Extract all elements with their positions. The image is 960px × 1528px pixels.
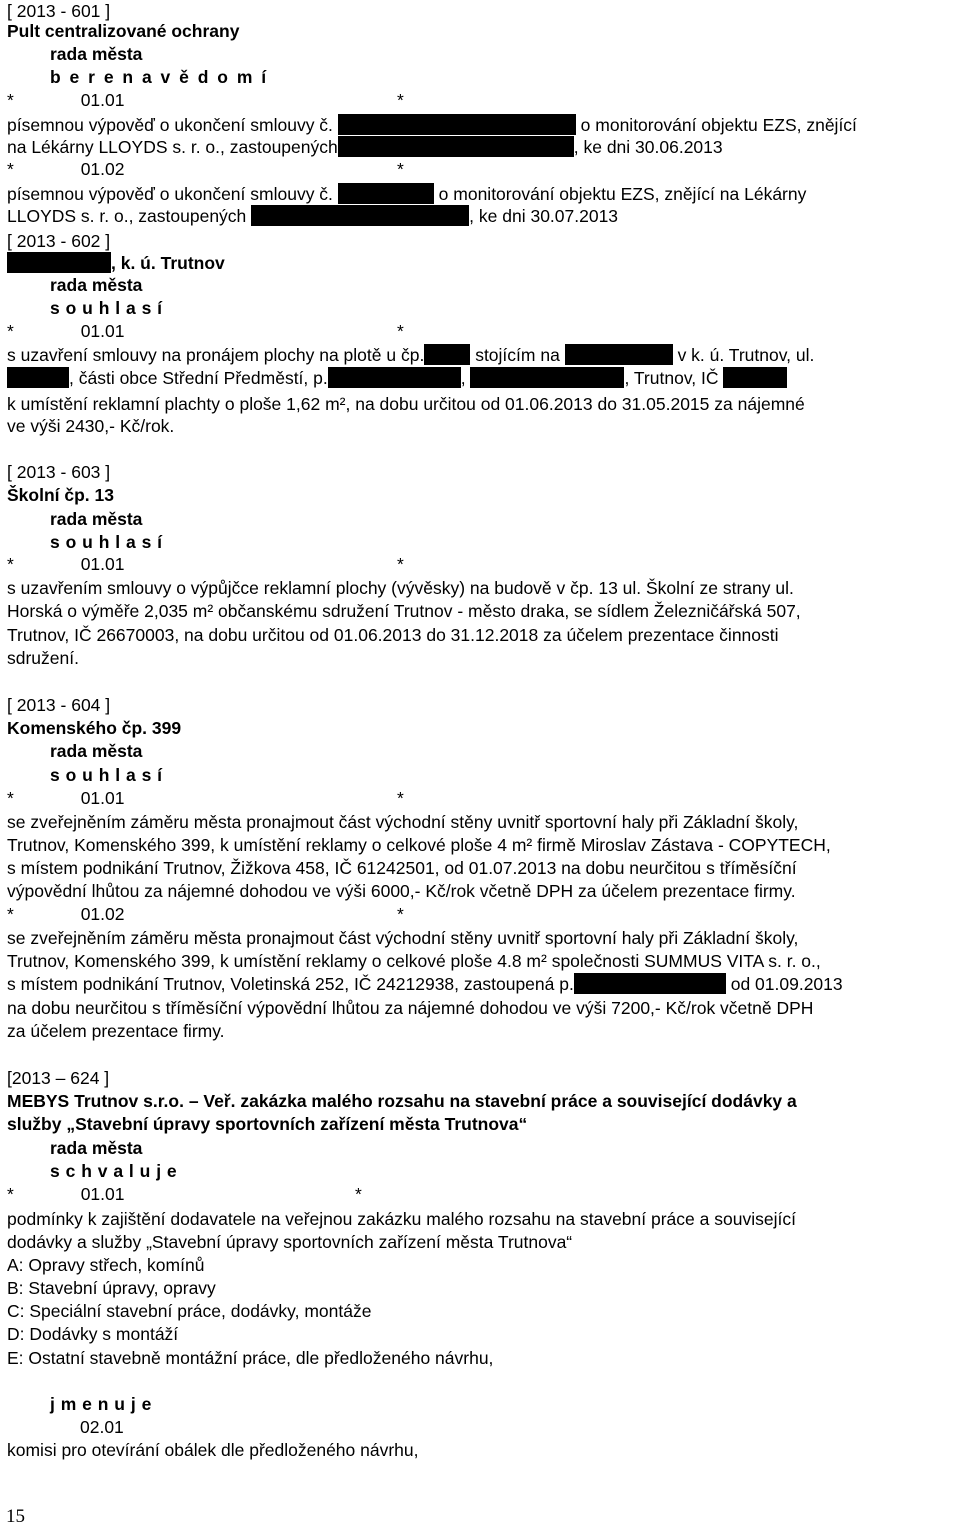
- ref-604: [ 2013 - 604 ]: [7, 695, 111, 715]
- item-604-02-line3: [7, 973, 843, 995]
- redaction: [338, 136, 574, 157]
- text: , části obce Střední Předměstí, p.: [69, 368, 328, 388]
- redaction: [338, 114, 576, 135]
- body-602: rada města: [50, 275, 143, 295]
- item-603-01-header: [7, 553, 404, 575]
- text: písemnou výpověď o ukončení smlouvy č.: [7, 184, 333, 204]
- text: s místem podnikání Trutnov, Voletinská 252, IČ 24212938, zastoupená p.: [7, 974, 574, 994]
- item-604-01-line4: výpovědní lhůtou za nájemné dohodou ve výši 6000,- Kč/rok včetně DPH za účelem prezentace firmy.: [7, 881, 796, 901]
- item-601-02-line2: [7, 205, 618, 227]
- body-604: rada města: [50, 741, 143, 761]
- item-624-01-line2: dodávky a služby „Stavební úpravy sportovních zařízení města Trutnova“: [7, 1232, 573, 1252]
- star: *: [7, 554, 14, 574]
- item-604-02-line5: za účelem prezentace firmy.: [7, 1021, 225, 1041]
- redaction: [574, 973, 726, 994]
- item-624-01-part-e: E: Ostatní stavebně montážní práce, dle předloženého návrhu,: [7, 1348, 494, 1368]
- item-601-01-line2: [7, 136, 723, 158]
- item-601-02-header: [7, 158, 404, 180]
- text: od 01.09.2013: [730, 974, 843, 994]
- text: písemnou výpověď o ukončení smlouvy č.: [7, 115, 333, 135]
- item-602-01-header: [7, 320, 404, 342]
- text: o monitorování objektu EZS, znějící: [580, 115, 857, 135]
- item-603-01-line4: sdružení.: [7, 648, 79, 668]
- verb-603: s o u h l a s í: [50, 532, 163, 552]
- item-number: 01.01: [80, 321, 125, 341]
- text: o monitorování objektu EZS, znějící na Lékárny: [438, 184, 807, 204]
- item-624-01-part-d: D: Dodávky s montáží: [7, 1324, 179, 1344]
- star: *: [7, 159, 14, 179]
- text: , ke dni 30.06.2013: [573, 137, 723, 157]
- item-603-01-line1: s uzavřením smlouvy o výpůjčce reklamní plochy (vývěsky) na budově v čp. 13 ul. Školní ze strany ul.: [7, 578, 794, 598]
- ref-601: [ 2013 - 601 ]: [7, 1, 111, 21]
- item-number: 01.02: [80, 159, 125, 179]
- redaction: [565, 344, 673, 365]
- redaction: [7, 367, 69, 388]
- star: *: [7, 1184, 14, 1204]
- item-624-01-part-a: A: Opravy střech, komínů: [7, 1255, 205, 1275]
- item-602-01-line4: ve výši 2430,- Kč/rok.: [7, 416, 175, 436]
- star: *: [397, 554, 404, 574]
- body-603: rada města: [50, 509, 143, 529]
- text: ,: [460, 368, 466, 388]
- item-624-02-line1: komisi pro otevírání obálek dle předloženého návrhu,: [7, 1440, 419, 1460]
- star: *: [397, 159, 404, 179]
- verb-601: b e r e n a v ě d o m í: [50, 67, 267, 87]
- item-604-02-line4: na dobu neurčitou s tříměsíční výpovědní lhůtou za nájemné dohodou ve výši 7200,- Kč/rok včetně DPH: [7, 998, 814, 1018]
- title-624-line2: služby „Stavební úpravy sportovních zařízení města Trutnova“: [7, 1114, 528, 1134]
- redaction: [424, 344, 470, 365]
- page-number: 15: [6, 1506, 25, 1527]
- text: s uzavření smlouvy na pronájem plochy na plotě u čp.: [7, 345, 425, 365]
- item-604-01-line2: Trutnov, Komenského 399, k umístění reklamy o celkové ploše 4 m² firmě Miroslav Zástava - COPYTECH,: [7, 835, 831, 855]
- item-602-01-line3: k umístění reklamní plachty o ploše 1,62 m², na dobu určitou od 01.06.2013 do 31.05.2015 za nájemné: [7, 394, 805, 414]
- star: *: [7, 321, 14, 341]
- star: *: [7, 90, 14, 110]
- item-604-02-line2: Trutnov, Komenského 399, k umístění reklamy o celkové ploše 4.8 m² společnosti SUMMUS VITA s. r. o.,: [7, 951, 821, 971]
- star: *: [397, 904, 404, 924]
- item-604-01-line1: se zveřejněním záměru města pronajmout část východní stěny uvnitř sportovní haly při Základní školy,: [7, 812, 799, 832]
- ref-603: [ 2013 - 603 ]: [7, 462, 111, 482]
- title-603: Školní čp. 13: [7, 485, 114, 505]
- star: *: [7, 788, 14, 808]
- star: *: [355, 1184, 362, 1204]
- star: *: [397, 788, 404, 808]
- body-601: rada města: [50, 44, 143, 64]
- item-601-02-line1: [7, 183, 806, 205]
- star: *: [397, 321, 404, 341]
- text: na Lékárny LLOYDS s. r. o., zastoupených: [7, 137, 338, 157]
- verb-624: s c h v a l u j e: [50, 1161, 178, 1181]
- item-number: 01.01: [80, 554, 125, 574]
- item-624-01-part-b: B: Stavební úpravy, opravy: [7, 1278, 216, 1298]
- ref-602: [ 2013 - 602 ]: [7, 231, 111, 251]
- redaction: [723, 367, 787, 388]
- text: , ke dni 30.07.2013: [469, 206, 619, 226]
- item-604-01-header: [7, 787, 404, 809]
- item-number: 02.01: [80, 1417, 124, 1437]
- ref-624: [2013 – 624 ]: [7, 1068, 110, 1088]
- item-number: 01.02: [80, 904, 125, 924]
- verb-602: s o u h l a s í: [50, 298, 163, 318]
- item-624-01-line1: podmínky k zajištění dodavatele na veřejnou zakázku malého rozsahu na stavební práce a související: [7, 1209, 796, 1229]
- title-604: Komenského čp. 399: [7, 718, 182, 738]
- star: *: [7, 904, 14, 924]
- item-603-01-line2: Horská o výměře 2,035 m² občanskému sdružení Trutnov - město draka, se sídlem Železničářská 507,: [7, 601, 801, 621]
- item-603-01-line3: Trutnov, IČ 26670003, na dobu určitou od 01.06.2013 do 31.12.2018 za účelem prezentace činnosti: [7, 625, 779, 645]
- item-602-01-line2: [7, 367, 787, 389]
- item-624-01-header: [7, 1183, 362, 1205]
- title-601: Pult centralizované ochrany: [7, 21, 240, 41]
- item-number: 01.01: [80, 1184, 125, 1204]
- verb-604: s o u h l a s í: [50, 765, 163, 785]
- item-601-01-line1: [7, 114, 857, 136]
- item-604-01-line3: s místem podnikání Trutnov, Žižkova 458, IČ 61242501, od 01.07.2013 na dobu neurčitou s tříměsíční: [7, 858, 797, 878]
- item-601-01-header: [7, 89, 404, 111]
- item-number: 01.01: [80, 90, 125, 110]
- title-624-line1: MEBYS Trutnov s.r.o. – Veř. zakázka malého rozsahu na stavební práce a související dodávky a: [7, 1091, 797, 1111]
- text: stojícím na: [475, 345, 560, 365]
- redaction: [328, 367, 461, 388]
- item-number: 01.01: [80, 788, 125, 808]
- text: LLOYDS s. r. o., zastoupených: [7, 206, 247, 226]
- text: , Trutnov, IČ: [624, 368, 719, 388]
- redaction: [251, 205, 469, 226]
- text: , k. ú. Trutnov: [111, 253, 225, 273]
- item-624-01-part-c: C: Speciální stavební práce, dodávky, montáže: [7, 1301, 372, 1321]
- item-602-01-line1: [7, 344, 814, 366]
- text: v k. ú. Trutnov, ul.: [677, 345, 815, 365]
- redaction: [338, 183, 434, 204]
- item-604-02-line1: se zveřejněním záměru města pronajmout část východní stěny uvnitř sportovní haly při Základní školy,: [7, 928, 799, 948]
- item-604-02-header: [7, 903, 404, 925]
- star: *: [397, 90, 404, 110]
- redaction: [7, 252, 111, 273]
- body-624: rada města: [50, 1138, 143, 1158]
- verb2-624: j m e n u j e: [50, 1394, 152, 1414]
- redaction: [470, 367, 624, 388]
- title-602: [7, 252, 225, 274]
